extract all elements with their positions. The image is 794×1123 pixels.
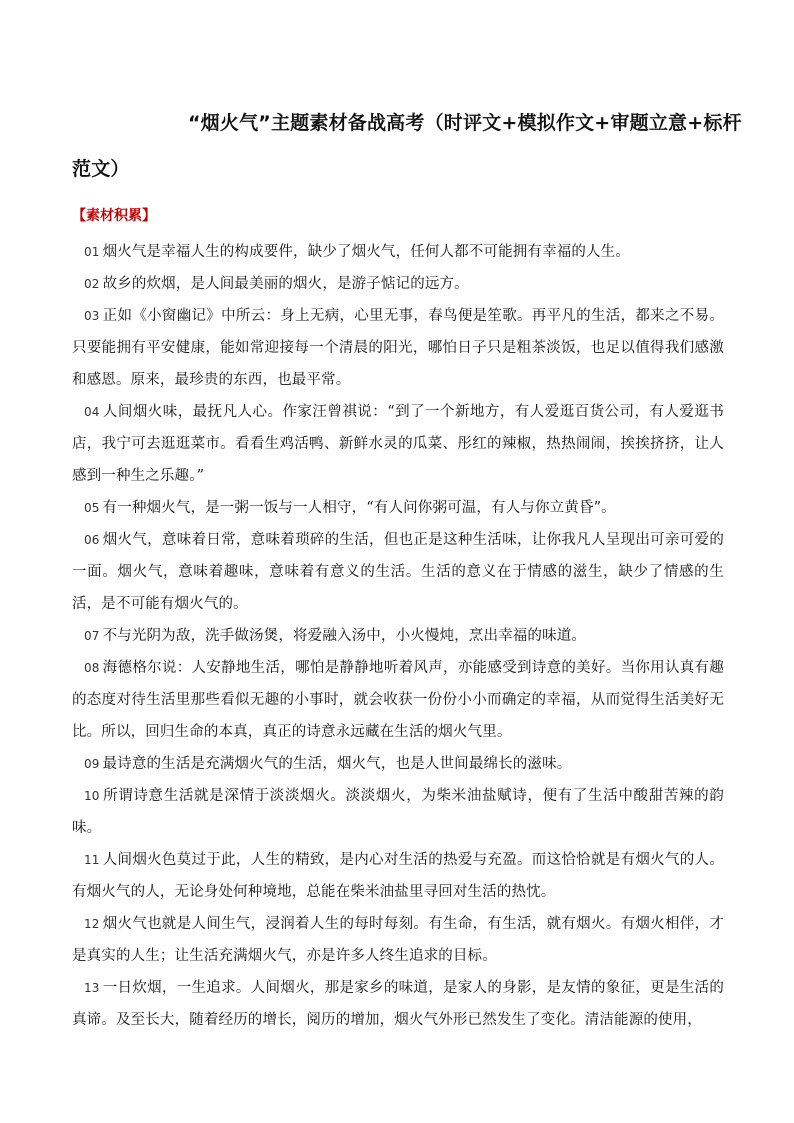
paragraph-text: 不与光阴为敌，洗手做汤煲，将爱融入汤中，小火慢炖，烹出幸福的味道。 xyxy=(102,628,587,644)
paragraph-text: 烟火气，意味着日常，意味着琐碎的生活，但也正是这种生活味，让你我凡人呈现出可亲可爱的一面。烟火气，意味着趣味，意味着有意义的生活。生活的意义在于情感的滋生，缺少了情感的生活，是不可能有烟火气的。 xyxy=(72,532,724,612)
paragraph xyxy=(72,268,724,300)
paragraph xyxy=(72,652,724,748)
paragraph-text: 最诗意的生活是充满烟火气的生活，烟火气，也是人世间最绵长的滋味。 xyxy=(102,756,572,772)
paragraph-text: 烟火气也就是人间生气，浸润着人生的每时每刻。有生命，有生活，就有烟火。有烟火相伴，才是真实的人生；让生活充满烟火气，亦是许多人终生追求的目标。 xyxy=(72,916,724,964)
paragraph-number: 10 xyxy=(84,789,100,803)
document-title: “烟火气”主题素材备战高考（时评文+模拟作文+审题立意+标杆范文） xyxy=(72,112,742,180)
paragraph-text: 海德格尔说：人安静地生活，哪怕是静静地听着风声，亦能感受到诗意的美好。当你用认真有趣的态度对待生活里那些看似无趣的小事时，就会收获一份份小小而确定的幸福，从而觉得生活美好无比。所以，回归生命的本真，真正的诗意永远藏在生活的烟火气里。 xyxy=(72,660,724,740)
paragraph-number: 02 xyxy=(84,277,100,291)
paragraph-number: 08 xyxy=(84,661,100,675)
paragraph-text: 正如《小窗幽记》中所云：身上无病，心里无事，春鸟便是笙歌。再平凡的生活，都来之不易。只要能拥有平安健康，能如常迎接每一个清晨的阳光，哪怕日子只是粗茶淡饭，也足以值得我们感激和感恩。原来，最珍贵的东西，也最平常。 xyxy=(72,308,724,388)
document-body xyxy=(72,236,724,1036)
paragraph-text: 故乡的炊烟，是人间最美丽的烟火，是游子惦记的远方。 xyxy=(102,276,469,292)
paragraph xyxy=(72,300,724,396)
paragraph xyxy=(72,908,724,972)
paragraph-number: 06 xyxy=(84,533,100,547)
paragraph xyxy=(72,396,724,492)
paragraph xyxy=(72,972,724,1036)
paragraph xyxy=(72,780,724,844)
paragraph-text: 有一种烟火气，是一粥一饭与一人相守，“有人问你粥可温，有人与你立黄昏”。 xyxy=(102,500,616,516)
paragraph xyxy=(72,620,724,652)
paragraph-number: 13 xyxy=(84,981,100,995)
paragraph-number: 12 xyxy=(84,917,100,931)
paragraph xyxy=(72,492,724,524)
paragraph-number: 09 xyxy=(84,757,100,771)
paragraph-number: 11 xyxy=(84,853,100,867)
paragraph-text: 人间烟火色莫过于此，人生的精致，是内心对生活的热爱与充盈。而这恰恰就是有烟火气的人。有烟火气的人，无论身处何种境地，总能在柴米油盐里寻回对生活的热忱。 xyxy=(72,852,724,900)
paragraph-number: 03 xyxy=(84,309,100,323)
section-label: 【素材积累】 xyxy=(72,208,156,224)
paragraph-number: 05 xyxy=(84,501,100,515)
paragraph-text: 一日炊烟，一生追求。人间烟火，那是家乡的味道，是家人的身影，是友情的象征，更是生活的真谛。及至长大，随着经历的增长，阅历的增加，烟火气外形已然发生了变化。清洁能源的使用， xyxy=(72,980,724,1028)
paragraph-text: 人间烟火味，最抚凡人心。作家汪曾祺说：“到了一个新地方，有人爱逛百货公司，有人爱逛书店，我宁可去逛逛菜市。看看生鸡活鸭、新鲜水灵的瓜菜、彤红的辣椒，热热闹闹，挨挨挤挤，让人感到一种生之乐趣。” xyxy=(72,404,724,484)
paragraph xyxy=(72,844,724,908)
paragraph-number: 07 xyxy=(84,629,100,643)
paragraph xyxy=(72,748,724,780)
paragraph-number: 01 xyxy=(84,245,100,259)
paragraph-text: 烟火气是幸福人生的构成要件，缺少了烟火气，任何人都不可能拥有幸福的人生。 xyxy=(102,244,630,260)
paragraph xyxy=(72,524,724,620)
paragraph xyxy=(72,236,724,268)
paragraph-text: 所谓诗意生活就是深情于淡淡烟火。淡淡烟火，为柴米油盐赋诗，便有了生活中酸甜苦辣的韵味。 xyxy=(72,788,724,836)
paragraph-number: 04 xyxy=(84,405,100,419)
